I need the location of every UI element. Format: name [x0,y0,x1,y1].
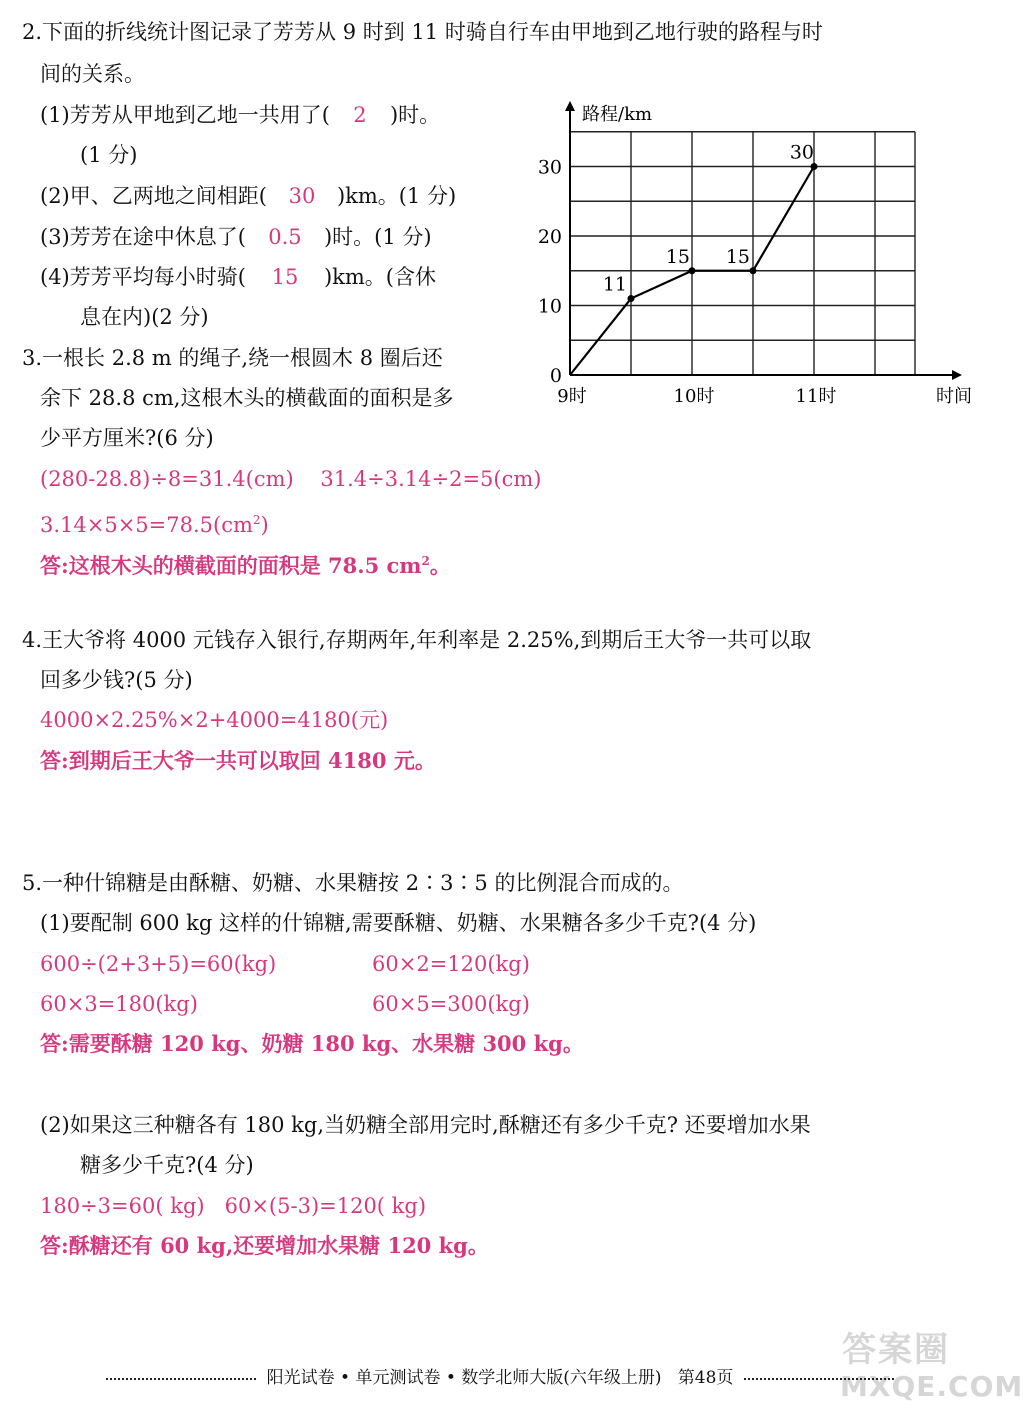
q3-answer-main: 答:这根木头的横截面的面积是 78.5 cm [40,553,422,578]
data-label: 15 [665,245,690,268]
q2-part3-suffix: )时。(1 分) [323,225,432,249]
q4-answer: 答:到期后王大爷一共可以取回 4180 元。 [40,748,436,773]
q5-part1-calc2a: 60×3=180(kg) [40,992,198,1016]
q2-part2-prefix: (2)甲、乙两地之间相距( [40,184,267,208]
q2-part1-score: (1 分) [80,143,138,167]
x-tick-label: 9时 [557,386,587,407]
q3-calc2 [40,506,269,539]
q3-answer [40,547,451,580]
q5-stem: 5.一种什锦糖是由酥糖、奶糖、水果糖按 2∶3∶5 的比例混合而成的。 [22,871,684,895]
q2-part1-prefix: (1)芳芳从甲地到乙地一共用了( [40,103,330,127]
q3-calc2-sup: 2 [252,513,261,527]
x-tick-label: 10时 [673,386,715,407]
y-axis-label: 路程/km [582,104,653,125]
q4-stem-line1: 4.王大爷将 4000 元钱存入银行,存期两年,年利率是 2.25%,到期后王大爷一共可以取 [22,628,812,652]
y-tick-label: 0 [549,365,562,387]
q3-calc2-end: ) [260,513,269,537]
q3-answer-end: 。 [429,553,451,578]
q3-answer-sup: 2 [421,554,430,568]
data-point [628,295,635,302]
q4-stem-line2: 回多少钱?(5 分) [40,668,193,692]
q2-part2-suffix: )km。(1 分) [336,184,457,208]
footer-text: 阳光试卷 • 单元测试卷 • 数学北师大版(六年级上册) 第48页 [266,1368,734,1388]
q2-part3 [40,223,432,251]
y-tick-label: 10 [537,295,562,318]
watermark-logo-text: 答案圈 [842,1330,950,1370]
q5-part1-stem: (1)要配制 600 kg 这样的什锦糖,需要酥糖、奶糖、水果糖各多少千克?(4 分) [40,911,757,935]
q2-part4-answer: 15 [271,265,299,289]
q5-part1-calc1a: 600÷(2+3+5)=60(kg) [40,952,277,976]
footer-dots-left [106,1378,256,1380]
q5-part2-calc: 180÷3=60( kg) 60×(5-3)=120( kg) [40,1194,427,1218]
q5-part1-calc2b: 60×5=300(kg) [372,992,530,1016]
q3-stem-line3: 少平方厘米?(6 分) [40,426,214,450]
q3-calc2-main: 3.14×5×5=78.5(cm [40,513,253,537]
distance-time-line-chart [530,95,985,415]
page-footer [0,1366,1000,1390]
q2-part4-line2: 息在内)(2 分) [80,305,209,329]
footer-dots-right [744,1378,894,1380]
y-tick-label: 20 [537,226,562,248]
q5-part2-stem-line2: 糖多少千克?(4 分) [80,1153,254,1177]
q3-stem-line1: 3.一根长 2.8 m 的绳子,绕一根圆木 8 圈后还 [22,346,443,370]
q2-part3-answer: 0.5 [268,225,302,249]
y-tick-label: 30 [537,156,562,179]
q3-stem-line2: 余下 28.8 cm,这根木头的横截面的面积是多 [40,386,454,410]
q3-calc1: (280-28.8)÷8=31.4(cm) 31.4÷3.14÷2=5(cm) [40,467,542,491]
q2-part1 [40,101,440,129]
q2-part4 [40,263,436,291]
q5-part2-answer: 答:酥糖还有 60 kg,还要增加水果糖 120 kg。 [40,1233,489,1258]
q2-stem-line1: 2.下面的折线统计图记录了芳芳从 9 时到 11 时骑自行车由甲地到乙地行驶的路程与时 [22,20,823,44]
q5-part1-answer: 答:需要酥糖 120 kg、奶糖 180 kg、水果糖 300 kg。 [40,1031,584,1056]
x-axis-label: 时间 [936,386,972,407]
data-point [689,267,696,274]
q5-part1-calc1b: 60×2=120(kg) [372,952,530,976]
data-label: 11 [602,273,627,296]
q2-part1-answer: 2 [353,103,367,127]
q2-part2-answer: 30 [288,184,316,208]
q2-part3-prefix: (3)芳芳在途中休息了( [40,225,246,249]
q2-part4-prefix: (4)芳芳平均每小时骑( [40,265,246,289]
data-point [750,267,757,274]
q2-part4-suffix: )km。(含休 [323,265,436,289]
watermark-url: MXQE.COM [840,1370,1023,1403]
q5-part2-stem-line1: (2)如果这三种糖各有 180 kg,当奶糖全部用完时,酥糖还有多少千克? 还要增加水果 [40,1113,811,1137]
data-label: 15 [725,245,750,268]
q4-calc: 4000×2.25%×2+4000=4180(元) [40,708,389,732]
data-point [811,163,818,170]
x-tick-label: 11时 [795,386,837,407]
data-label: 30 [789,141,814,164]
q2-stem-line2: 间的关系。 [40,62,145,86]
q2-part1-suffix: )时。 [389,103,441,127]
q2-part2 [40,182,456,210]
